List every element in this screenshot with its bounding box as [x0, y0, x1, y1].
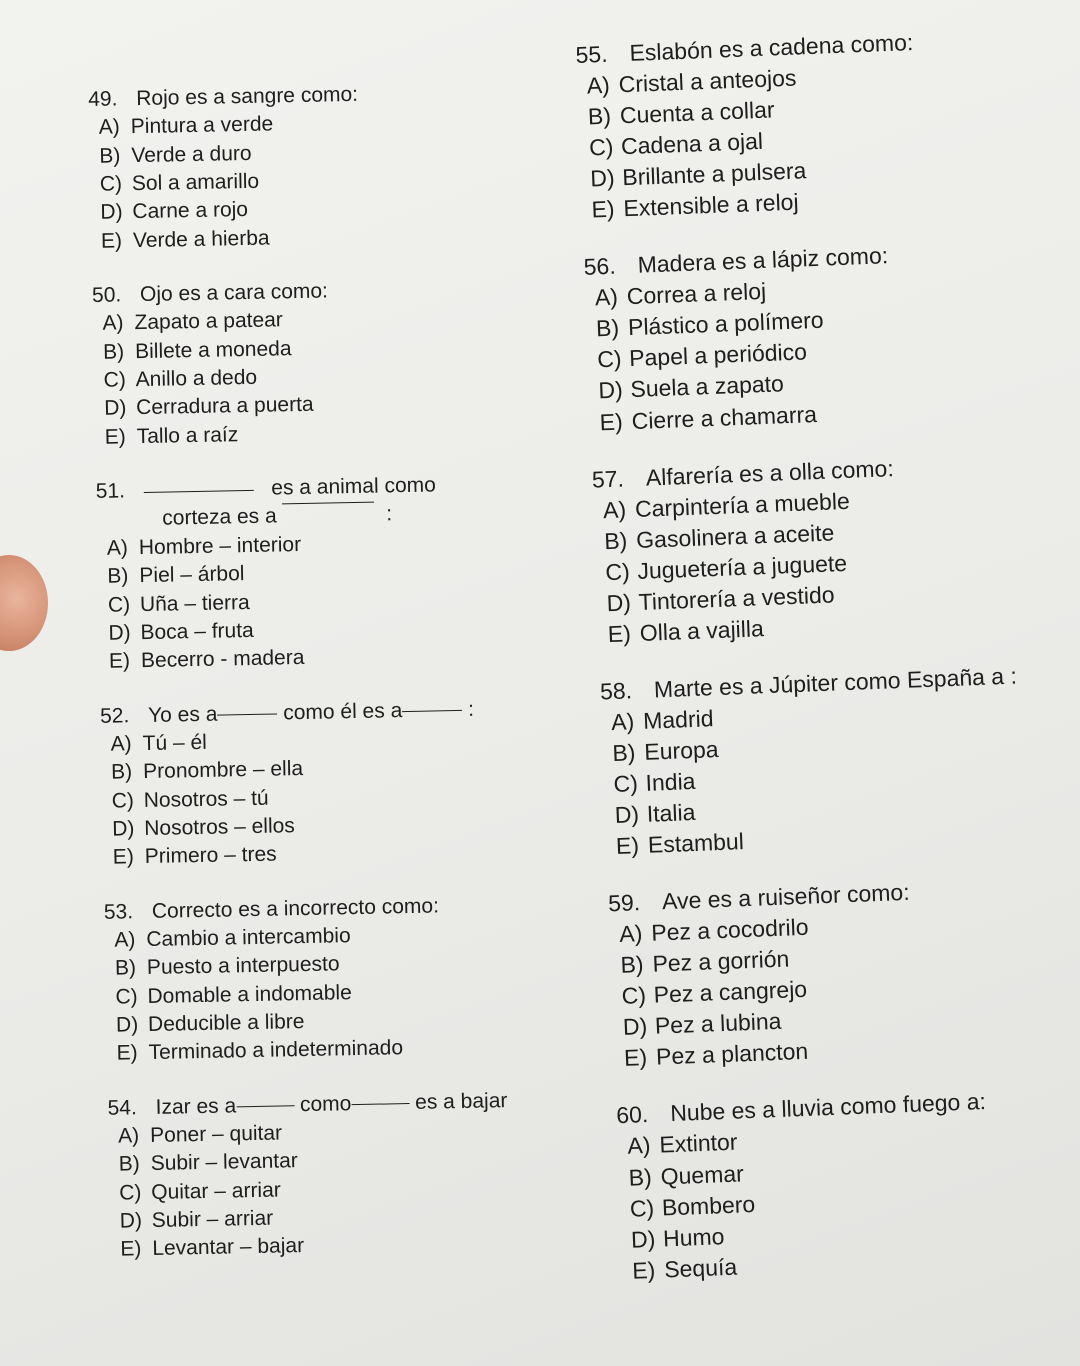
option-c: C) Quitar – arriar: [119, 1178, 281, 1205]
question-54: [107, 1086, 540, 1264]
question-stem: Madera es a lápiz como:: [637, 242, 889, 279]
option-a: A) Madrid: [610, 705, 714, 735]
option-d: D) Deducible a libre: [115, 1009, 305, 1037]
question-stem: es a animal como: [144, 470, 526, 506]
question-stem: Alfarería es a olla como:: [645, 454, 895, 491]
question-stem: Marte es a Júpiter como España a :: [653, 662, 1018, 703]
option-c: C) India: [613, 767, 696, 798]
question-stem: Yo es a como él es a :: [147, 697, 475, 727]
question-52: [100, 694, 533, 872]
option-c: C) Bombero: [629, 1190, 756, 1222]
question-stem-continued: corteza es a: [162, 504, 277, 531]
option-a: A) Carpintería a mueble: [602, 487, 851, 523]
option-c: C) Anillo a dedo: [103, 365, 258, 392]
option-e: E) Extensible a reloj: [591, 188, 800, 223]
question-58: [599, 658, 1080, 863]
answer-blank: [351, 1102, 409, 1105]
option-b: B) Pronombre – ella: [110, 757, 304, 784]
option-b: B) Puesto a interpuesto: [114, 952, 340, 980]
question-number: 58.: [599, 677, 633, 705]
option-a: A) Tú – él: [110, 730, 208, 756]
option-c: C) Sol a amarillo: [99, 169, 260, 196]
option-c: C) Pez a cangrejo: [621, 976, 808, 1010]
option-b: B) Cuenta a collar: [587, 96, 776, 130]
question-stem: Nube es a lluvia como fuego a:: [669, 1088, 987, 1127]
option-a: A) Pez a cocodrilo: [618, 913, 809, 948]
option-d: D) Tintorería a vestido: [606, 581, 835, 616]
answer-blank: [144, 488, 254, 492]
question-stem: Rojo es a sangre como:: [136, 82, 359, 111]
question-number: 49.: [88, 87, 118, 111]
question-number: 60.: [615, 1101, 649, 1129]
question-59: [608, 870, 1080, 1075]
option-a: A) Extintor: [627, 1129, 738, 1160]
option-a: A) Zapato a patear: [102, 308, 284, 336]
question-60: [616, 1082, 1080, 1287]
option-b: B) Plástico a polímero: [595, 307, 825, 342]
option-b: B) Verde a duro: [99, 141, 252, 168]
option-e: E) Pez a plancton: [623, 1038, 809, 1072]
option-d: D) Cerradura a puerta: [103, 393, 314, 421]
option-d: D) Suela a zapato: [597, 370, 785, 404]
option-d: D) Boca – fruta: [108, 618, 254, 645]
question-53: [104, 890, 537, 1068]
option-c: C) Cadena a ojal: [588, 128, 764, 161]
option-d: D) Humo: [630, 1222, 725, 1253]
question-stem: Correcto es a incorrecto como:: [151, 894, 440, 923]
option-d: D) Italia: [614, 798, 696, 829]
option-a: A) Poner – quitar: [117, 1121, 283, 1148]
question-stem: Eslabón es a cadena como:: [629, 29, 914, 66]
option-c: C) Papel a periódico: [596, 338, 808, 373]
option-b: B) Quemar: [628, 1159, 745, 1191]
left-column: [88, 78, 541, 1291]
question-number: 56.: [583, 252, 617, 281]
option-e: E) Cierre a chamarra: [599, 400, 818, 435]
option-a: A) Correa a reloj: [594, 278, 767, 311]
option-c: C) Nosotros – tú: [111, 786, 269, 813]
question-57: [591, 445, 1080, 650]
option-a: A) Hombre – interior: [106, 532, 302, 560]
answer-blank: [217, 712, 277, 715]
option-a: A) Cristal a anteojos: [586, 64, 797, 99]
question-50: [92, 274, 525, 452]
option-b: B) Europa: [611, 735, 719, 767]
option-e: E) Olla a vajilla: [607, 614, 765, 647]
option-d: D) Subir – arriar: [119, 1206, 274, 1233]
answer-blank: [402, 709, 462, 712]
question-number: 59.: [607, 889, 641, 917]
option-e: E) Becerro - madera: [108, 646, 305, 673]
question-number: 54.: [107, 1095, 138, 1120]
option-e: E) Levantar – bajar: [120, 1234, 305, 1261]
question-56: [583, 233, 1080, 438]
answer-blank: [236, 1104, 294, 1107]
option-d: D) Pez a lubina: [622, 1008, 782, 1041]
option-e: E) Verde a hierba: [100, 226, 270, 253]
question-number: 50.: [91, 283, 122, 308]
question-number: 52.: [99, 703, 130, 728]
option-d: D) Brillante a pulsera: [589, 157, 807, 192]
option-d: D) Carne a rojo: [100, 198, 249, 225]
option-d: D) Nosotros – ellos: [112, 814, 296, 841]
question-55: [575, 21, 1072, 226]
option-c: C) Domable a indomable: [115, 980, 352, 1009]
question-number: 51.: [95, 479, 126, 504]
option-c: C) Uña – tierra: [107, 590, 250, 617]
question-number: 55.: [575, 40, 609, 68]
right-column: [575, 21, 1080, 1313]
option-a: A) Cambio a intercambio: [114, 924, 351, 952]
option-b: B) Subir – levantar: [118, 1149, 298, 1176]
question-number: 53.: [103, 899, 134, 924]
option-b: B) Billete a moneda: [102, 336, 292, 364]
option-b: B) Gasolinera a aceite: [603, 519, 835, 554]
option-b: B) Pez a gorrión: [620, 945, 790, 979]
option-a: A) Pintura a verde: [98, 112, 274, 140]
question-stem: Ojo es a cara como:: [139, 279, 329, 307]
option-e: E) Primero – tres: [112, 842, 277, 869]
answer-blank: [282, 501, 374, 505]
question-number: 57.: [591, 465, 625, 493]
option-e: E) Tallo a raíz: [104, 422, 239, 449]
question-stem: Ave es a ruiseñor como:: [661, 878, 911, 915]
option-e: E) Terminado a indeterminado: [116, 1036, 404, 1065]
option-e: E) Sequía: [631, 1253, 738, 1284]
option-b: B) Piel – árbol: [107, 562, 245, 588]
option-c: C) Juguetería a juguete: [604, 549, 848, 585]
option-e: E) Estambul: [615, 828, 745, 860]
question-stem: Izar es a como es a bajar: [155, 1088, 508, 1119]
question-51: 51. es a animal como corteza es a : A) Hombre – interior B) Piel – árbol C) Uña – tierra D) Boca – fruta E) Becerro - madera: [96, 470, 530, 677]
question-49: [88, 78, 521, 256]
